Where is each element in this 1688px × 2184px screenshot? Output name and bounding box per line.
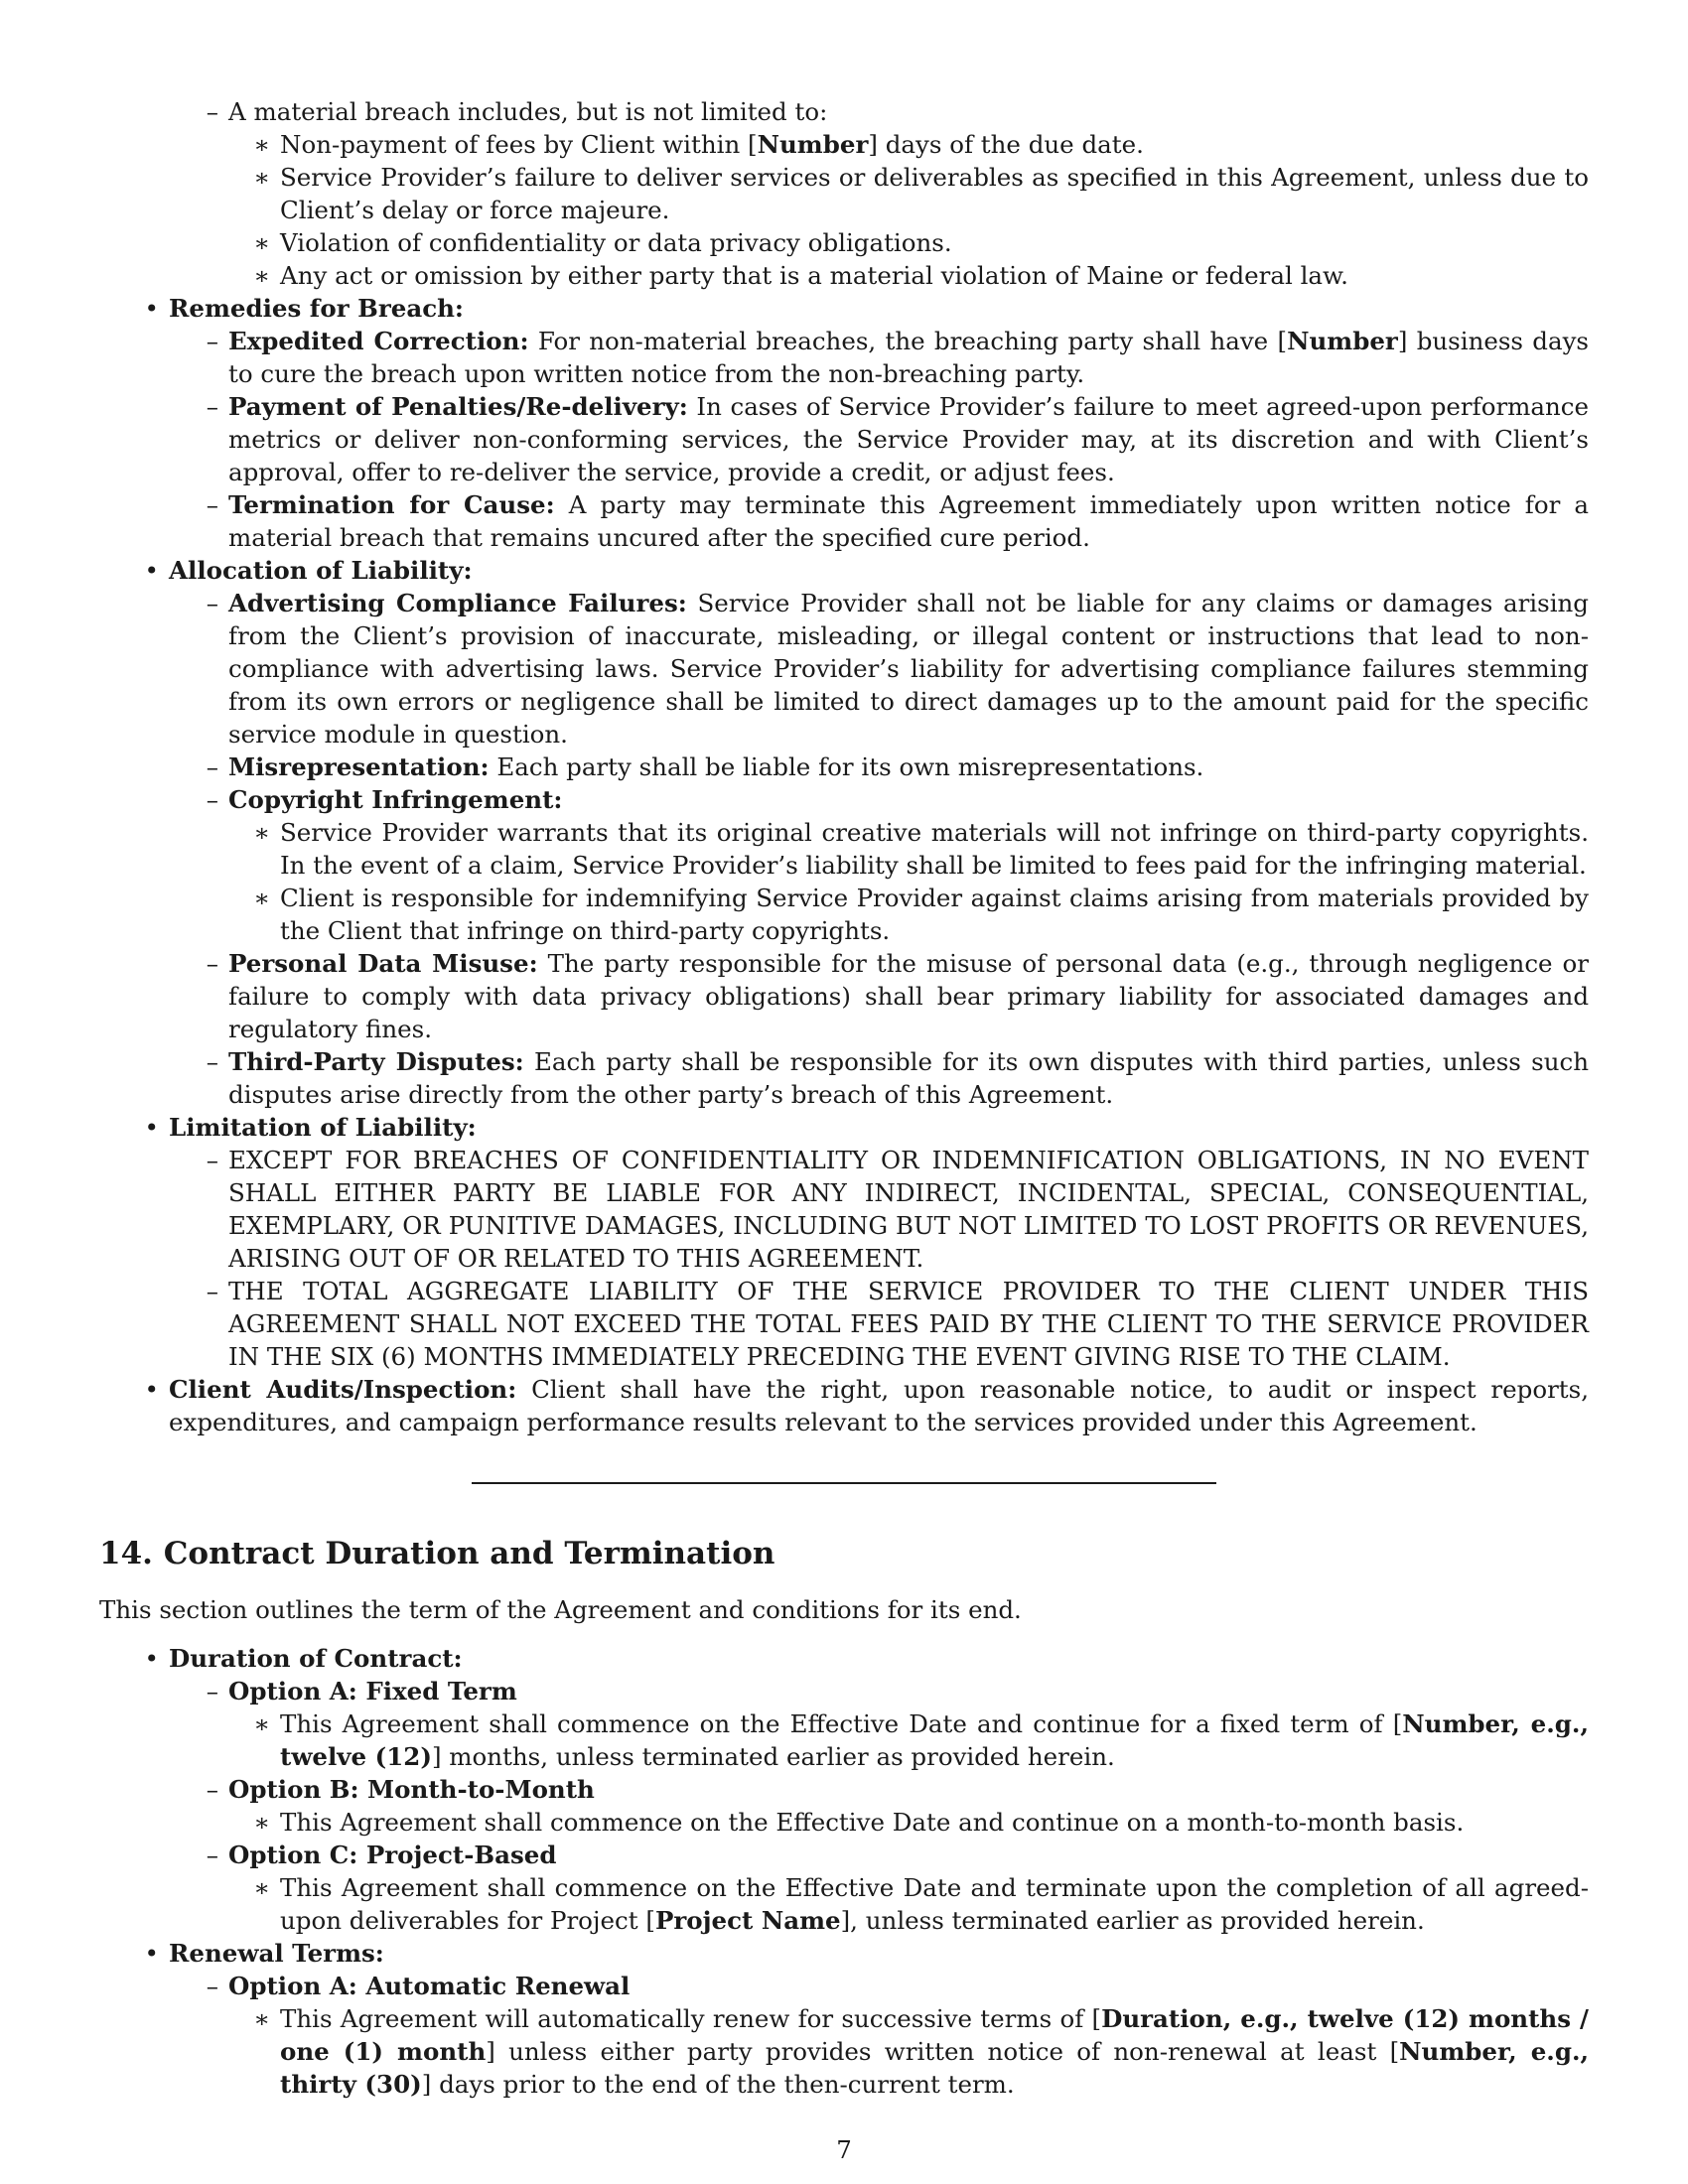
list-item: ∗ Service Provider warrants that its original creative materials will not infringe on third-party copyrights. In the event of a claim, Service Provider’s liability shall be limited to fees paid for the infringing material.: [99, 816, 1589, 882]
list-item: ∗ This Agreement shall commence on the Effective Date and continue for a fixed term of [Number, e.g., twelve (12)] months, unless terminated earlier as provided herein.: [99, 1707, 1589, 1773]
remedies-heading: • Remedies for Breach:: [99, 292, 1589, 325]
star-marker: ∗: [253, 1808, 270, 1837]
list-item: – Payment of Penalties/Re-delivery: In cases of Service Provider’s failure to meet agreed-upon performance metrics or deliver non-conforming services, the Service Provider may, at its discretion and with Client’s approval, offer to re-deliver the service, provide a credit, or adjust fees.: [99, 390, 1589, 488]
star-marker: ∗: [253, 228, 270, 257]
page-number: 7: [836, 2135, 852, 2164]
dash-marker: –: [206, 490, 218, 519]
list-item: – Termination for Cause: A party may terminate this Agreement immediately upon written notice for a material breach that remains uncured after the specified cure period.: [99, 488, 1589, 554]
list-item: ∗ This Agreement shall commence on the Effective Date and terminate upon the completion of all agreed-upon deliverables for Project [Project Name], unless terminated earlier as provided herein.: [99, 1871, 1589, 1937]
document-page: [99, 95, 1589, 2101]
section14-list: [99, 1642, 1589, 2101]
list-item: ∗ Client is responsible for indemnifying Service Provider against claims arising from materials provided by the Client that infringe on third-party copyrights.: [99, 882, 1589, 947]
horizontal-rule: [472, 1482, 1216, 1484]
list-item: – Copyright Infringement:: [99, 783, 1589, 816]
dash-marker: –: [206, 752, 218, 781]
dash-marker: –: [206, 392, 218, 421]
list-item: – A material breach includes, but is not limited to:: [99, 95, 1589, 128]
dash-marker: –: [206, 327, 218, 355]
list-item: – Advertising Compliance Failures: Service Provider shall not be liable for any claims or damages arising from the Client’s provision of inaccurate, misleading, or illegal content or instructions that lead to non-compliance with advertising laws. Service Provider’s liability for advertising compliance failures stemming from its own errors or negligence shall be limited to direct damages up to the amount paid for the specific service module in question.: [99, 587, 1589, 751]
limitation-heading: • Limitation of Liability:: [99, 1111, 1589, 1144]
star-marker: ∗: [253, 1709, 270, 1738]
list-item: ∗ Any act or omission by either party that is a material violation of Maine or federal law.: [99, 259, 1589, 292]
dash-marker: –: [206, 1146, 218, 1174]
duration-heading: • Duration of Contract:: [99, 1642, 1589, 1675]
list-item: – Expedited Correction: For non-material breaches, the breaching party shall have [Number] business days to cure the breach upon written notice from the non-breaching party.: [99, 325, 1589, 390]
list-item: – Option A: Automatic Renewal: [99, 1970, 1589, 2002]
dash-marker: –: [206, 97, 218, 126]
dash-marker: –: [206, 589, 218, 617]
star-marker: ∗: [253, 130, 270, 159]
list-item: ∗ Violation of confidentiality or data privacy obligations.: [99, 226, 1589, 259]
section-intro: This section outlines the term of the Agreement and conditions for its end.: [99, 1595, 1022, 1624]
bullet-marker: •: [144, 1644, 159, 1673]
list-item: ∗ Service Provider’s failure to deliver services or deliverables as specified in this Agreement, unless due to Client’s delay or force majeure.: [99, 161, 1589, 226]
list-item: – EXCEPT FOR BREACHES OF CONFIDENTIALITY OR INDEMNIFICATION OBLIGATIONS, IN NO EVENT SHALL EITHER PARTY BE LIABLE FOR ANY INDIRECT, INCIDENTAL, SPECIAL, CONSEQUENTIAL, EXEMPLARY, OR PUNITIVE DAMAGES, INCLUDING BUT NOT LIMITED TO LOST PROFITS OR REVENUES, ARISING OUT OF OR RELATED TO THIS AGREEMENT.: [99, 1144, 1589, 1275]
dash-marker: –: [206, 1841, 218, 1869]
top-list: [99, 95, 1589, 1438]
list-item: ∗ This Agreement will automatically renew for successive terms of [Duration, e.g., twelve (12) months / one (1) month] unless either party provides written notice of non-renewal at least [Number, e.g., thirty (30)] days prior to the end of the then-current term.: [99, 2002, 1589, 2101]
renewal-heading: • Renewal Terms:: [99, 1937, 1589, 1970]
dash-marker: –: [206, 1677, 218, 1706]
bullet-marker: •: [144, 556, 159, 585]
dash-marker: –: [206, 1047, 218, 1076]
bullet-marker: •: [144, 1113, 159, 1142]
star-marker: ∗: [253, 818, 270, 847]
audits-item: • Client Audits/Inspection: Client shall have the right, upon reasonable notice, to audit or inspect reports, expenditures, and campaign performance results relevant to the services provided under this Agreement.: [99, 1373, 1589, 1438]
bullet-marker: •: [144, 1939, 159, 1968]
star-marker: ∗: [253, 2004, 270, 2033]
star-marker: ∗: [253, 884, 270, 912]
dash-marker: –: [206, 949, 218, 978]
liability-heading: • Allocation of Liability:: [99, 554, 1589, 587]
star-marker: ∗: [253, 1873, 270, 1902]
dash-marker: –: [206, 1277, 218, 1305]
dash-marker: –: [206, 1972, 218, 2000]
dash-marker: –: [206, 785, 218, 814]
list-item: – Personal Data Misuse: The party responsible for the misuse of personal data (e.g., through negligence or failure to comply with data privacy obligations) shall bear primary liability for associated damages and regulatory fines.: [99, 947, 1589, 1045]
bullet-marker: •: [144, 294, 159, 323]
list-item: – Third-Party Disputes: Each party shall be responsible for its own disputes with third parties, unless such disputes arise directly from the other party’s breach of this Agreement.: [99, 1045, 1589, 1111]
list-item: – THE TOTAL AGGREGATE LIABILITY OF THE SERVICE PROVIDER TO THE CLIENT UNDER THIS AGREEMENT SHALL NOT EXCEED THE TOTAL FEES PAID BY THE CLIENT TO THE SERVICE PROVIDER IN THE SIX (6) MONTHS IMMEDIATELY PRECEDING THE EVENT GIVING RISE TO THE CLAIM.: [99, 1275, 1589, 1373]
list-item: ∗ This Agreement shall commence on the Effective Date and continue on a month-to-month basis.: [99, 1806, 1589, 1839]
list-item: – Option A: Fixed Term: [99, 1675, 1589, 1707]
dash-marker: –: [206, 1775, 218, 1804]
list-item: – Option C: Project-Based: [99, 1839, 1589, 1871]
list-item: – Misrepresentation: Each party shall be liable for its own misrepresentations.: [99, 751, 1589, 783]
section-title: 14. Contract Duration and Termination: [99, 1536, 775, 1571]
list-item: – Option B: Month-to-Month: [99, 1773, 1589, 1806]
list-item: ∗ Non-payment of fees by Client within [Number] days of the due date.: [99, 128, 1589, 161]
bullet-marker: •: [144, 1375, 159, 1404]
star-marker: ∗: [253, 261, 270, 290]
star-marker: ∗: [253, 163, 270, 192]
